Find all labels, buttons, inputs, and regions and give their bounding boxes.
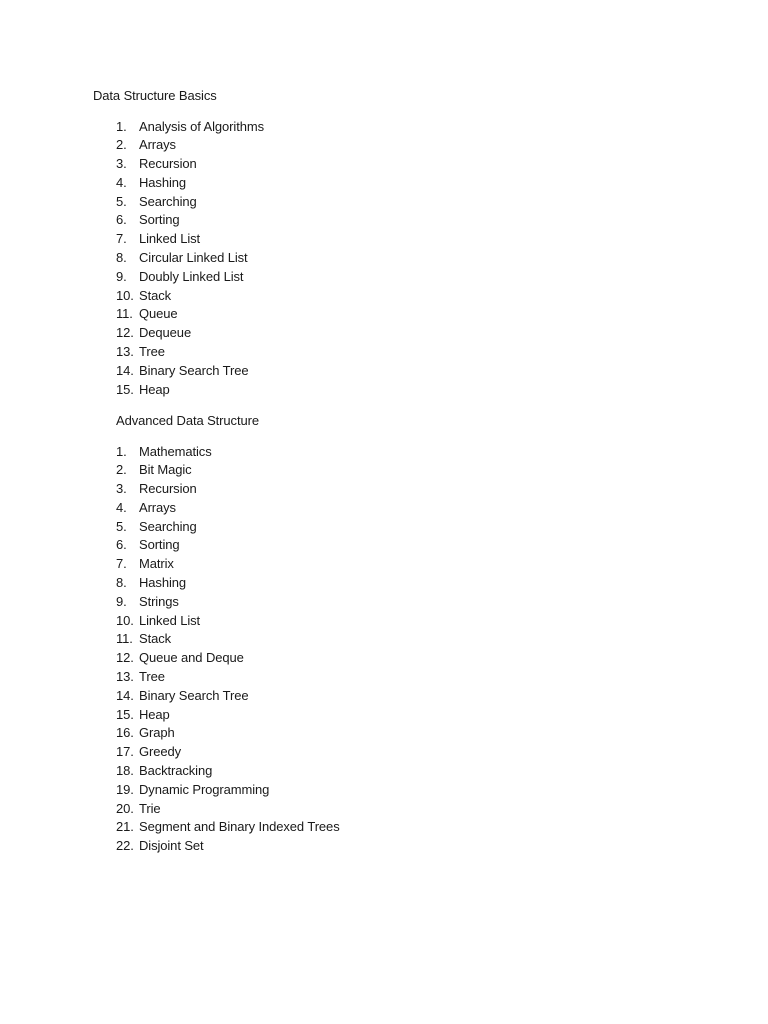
list-item-number: 18. bbox=[116, 763, 134, 779]
list-item-label: Dequeue bbox=[139, 325, 192, 341]
list-item-number: 11. bbox=[116, 631, 133, 647]
list-item-label: Queue bbox=[139, 306, 178, 322]
list-item-number: 8. bbox=[116, 575, 127, 591]
list-item-number: 6. bbox=[116, 212, 127, 228]
list-item-label: Tree bbox=[139, 344, 165, 360]
list-item-label: Queue and Deque bbox=[139, 650, 244, 666]
list-item-number: 2. bbox=[116, 462, 127, 478]
list-item-number: 9. bbox=[116, 593, 127, 609]
list-item-number: 5. bbox=[116, 518, 127, 534]
list-item-number: 22. bbox=[116, 838, 134, 854]
list-item-label: Tree bbox=[139, 669, 165, 685]
list-item-number: 6. bbox=[116, 537, 127, 553]
list-item-label: Recursion bbox=[139, 481, 197, 497]
list-item-number: 9. bbox=[116, 268, 127, 284]
list-item-label: Binary Search Tree bbox=[139, 687, 249, 703]
list-item-label: Searching bbox=[139, 193, 197, 209]
list-item-number: 14. bbox=[116, 362, 134, 378]
list-item-label: Searching bbox=[139, 518, 197, 534]
list-item-number: 4. bbox=[116, 499, 127, 515]
list-item-label: Circular Linked List bbox=[139, 250, 248, 266]
list-item-label: Heap bbox=[139, 706, 170, 722]
list-item-label: Graph bbox=[139, 725, 175, 741]
list-item-number: 7. bbox=[116, 556, 127, 572]
list-item-number: 17. bbox=[116, 744, 134, 760]
list-item-number: 8. bbox=[116, 250, 127, 266]
list-item-number: 19. bbox=[116, 781, 134, 797]
list-item-number: 16. bbox=[116, 725, 134, 741]
list-item-label: Matrix bbox=[139, 556, 174, 572]
list-item-label: Trie bbox=[139, 800, 161, 816]
list-item-label: Stack bbox=[139, 287, 172, 303]
list-item-number: 21. bbox=[116, 819, 134, 835]
list-item-label: Analysis of Algorithms bbox=[139, 118, 264, 134]
list-item-number: 5. bbox=[116, 193, 127, 209]
list-item-number: 12. bbox=[116, 650, 134, 666]
list-item-label: Recursion bbox=[139, 156, 197, 172]
list-item-label: Hashing bbox=[139, 575, 186, 591]
list-item-label: Linked List bbox=[139, 612, 201, 628]
list-item-number: 3. bbox=[116, 481, 127, 497]
list-item-label: Sorting bbox=[139, 212, 180, 228]
list-item-label: Disjoint Set bbox=[139, 838, 204, 854]
list-item-number: 1. bbox=[116, 443, 127, 459]
list-item-number: 14. bbox=[116, 687, 134, 703]
list-item-label: Hashing bbox=[139, 174, 186, 190]
list-item-label: Greedy bbox=[139, 744, 182, 760]
list-item-label: Linked List bbox=[139, 231, 201, 247]
list-item-label: Dynamic Programming bbox=[139, 781, 270, 797]
list-item-label: Arrays bbox=[139, 499, 176, 515]
list-item-label: Segment and Binary Indexed Trees bbox=[139, 819, 340, 835]
list-item-label: Mathematics bbox=[139, 443, 212, 459]
list-item-label: Doubly Linked List bbox=[139, 268, 244, 284]
list-item-number: 15. bbox=[116, 706, 134, 722]
list-item-number: 13. bbox=[116, 669, 134, 685]
list-item-number: 7. bbox=[116, 231, 127, 247]
advanced-section-title: Advanced Data Structure bbox=[116, 413, 259, 428]
list-item-label: Backtracking bbox=[139, 763, 213, 779]
list-item-number: 10. bbox=[116, 612, 134, 628]
list-item-label: Strings bbox=[139, 593, 179, 609]
list-item-number: 1. bbox=[116, 118, 127, 134]
list-item-number: 2. bbox=[116, 137, 127, 153]
document-title: Data Structure Basics bbox=[93, 88, 217, 103]
list-item-number: 15. bbox=[116, 381, 134, 397]
list-item-label: Sorting bbox=[139, 537, 180, 553]
list-item-label: Stack bbox=[139, 631, 172, 647]
list-item-number: 10. bbox=[116, 287, 134, 303]
list-item-number: 11. bbox=[116, 306, 133, 322]
list-item-number: 4. bbox=[116, 174, 127, 190]
list-item-number: 20. bbox=[116, 800, 134, 816]
list-item-number: 13. bbox=[116, 344, 134, 360]
list-item-label: Arrays bbox=[139, 137, 176, 153]
list-item-number: 12. bbox=[116, 325, 134, 341]
list-item-label: Heap bbox=[139, 381, 170, 397]
list-item-number: 3. bbox=[116, 156, 127, 172]
list-item-label: Binary Search Tree bbox=[139, 362, 249, 378]
list-item-label: Bit Magic bbox=[139, 462, 192, 478]
